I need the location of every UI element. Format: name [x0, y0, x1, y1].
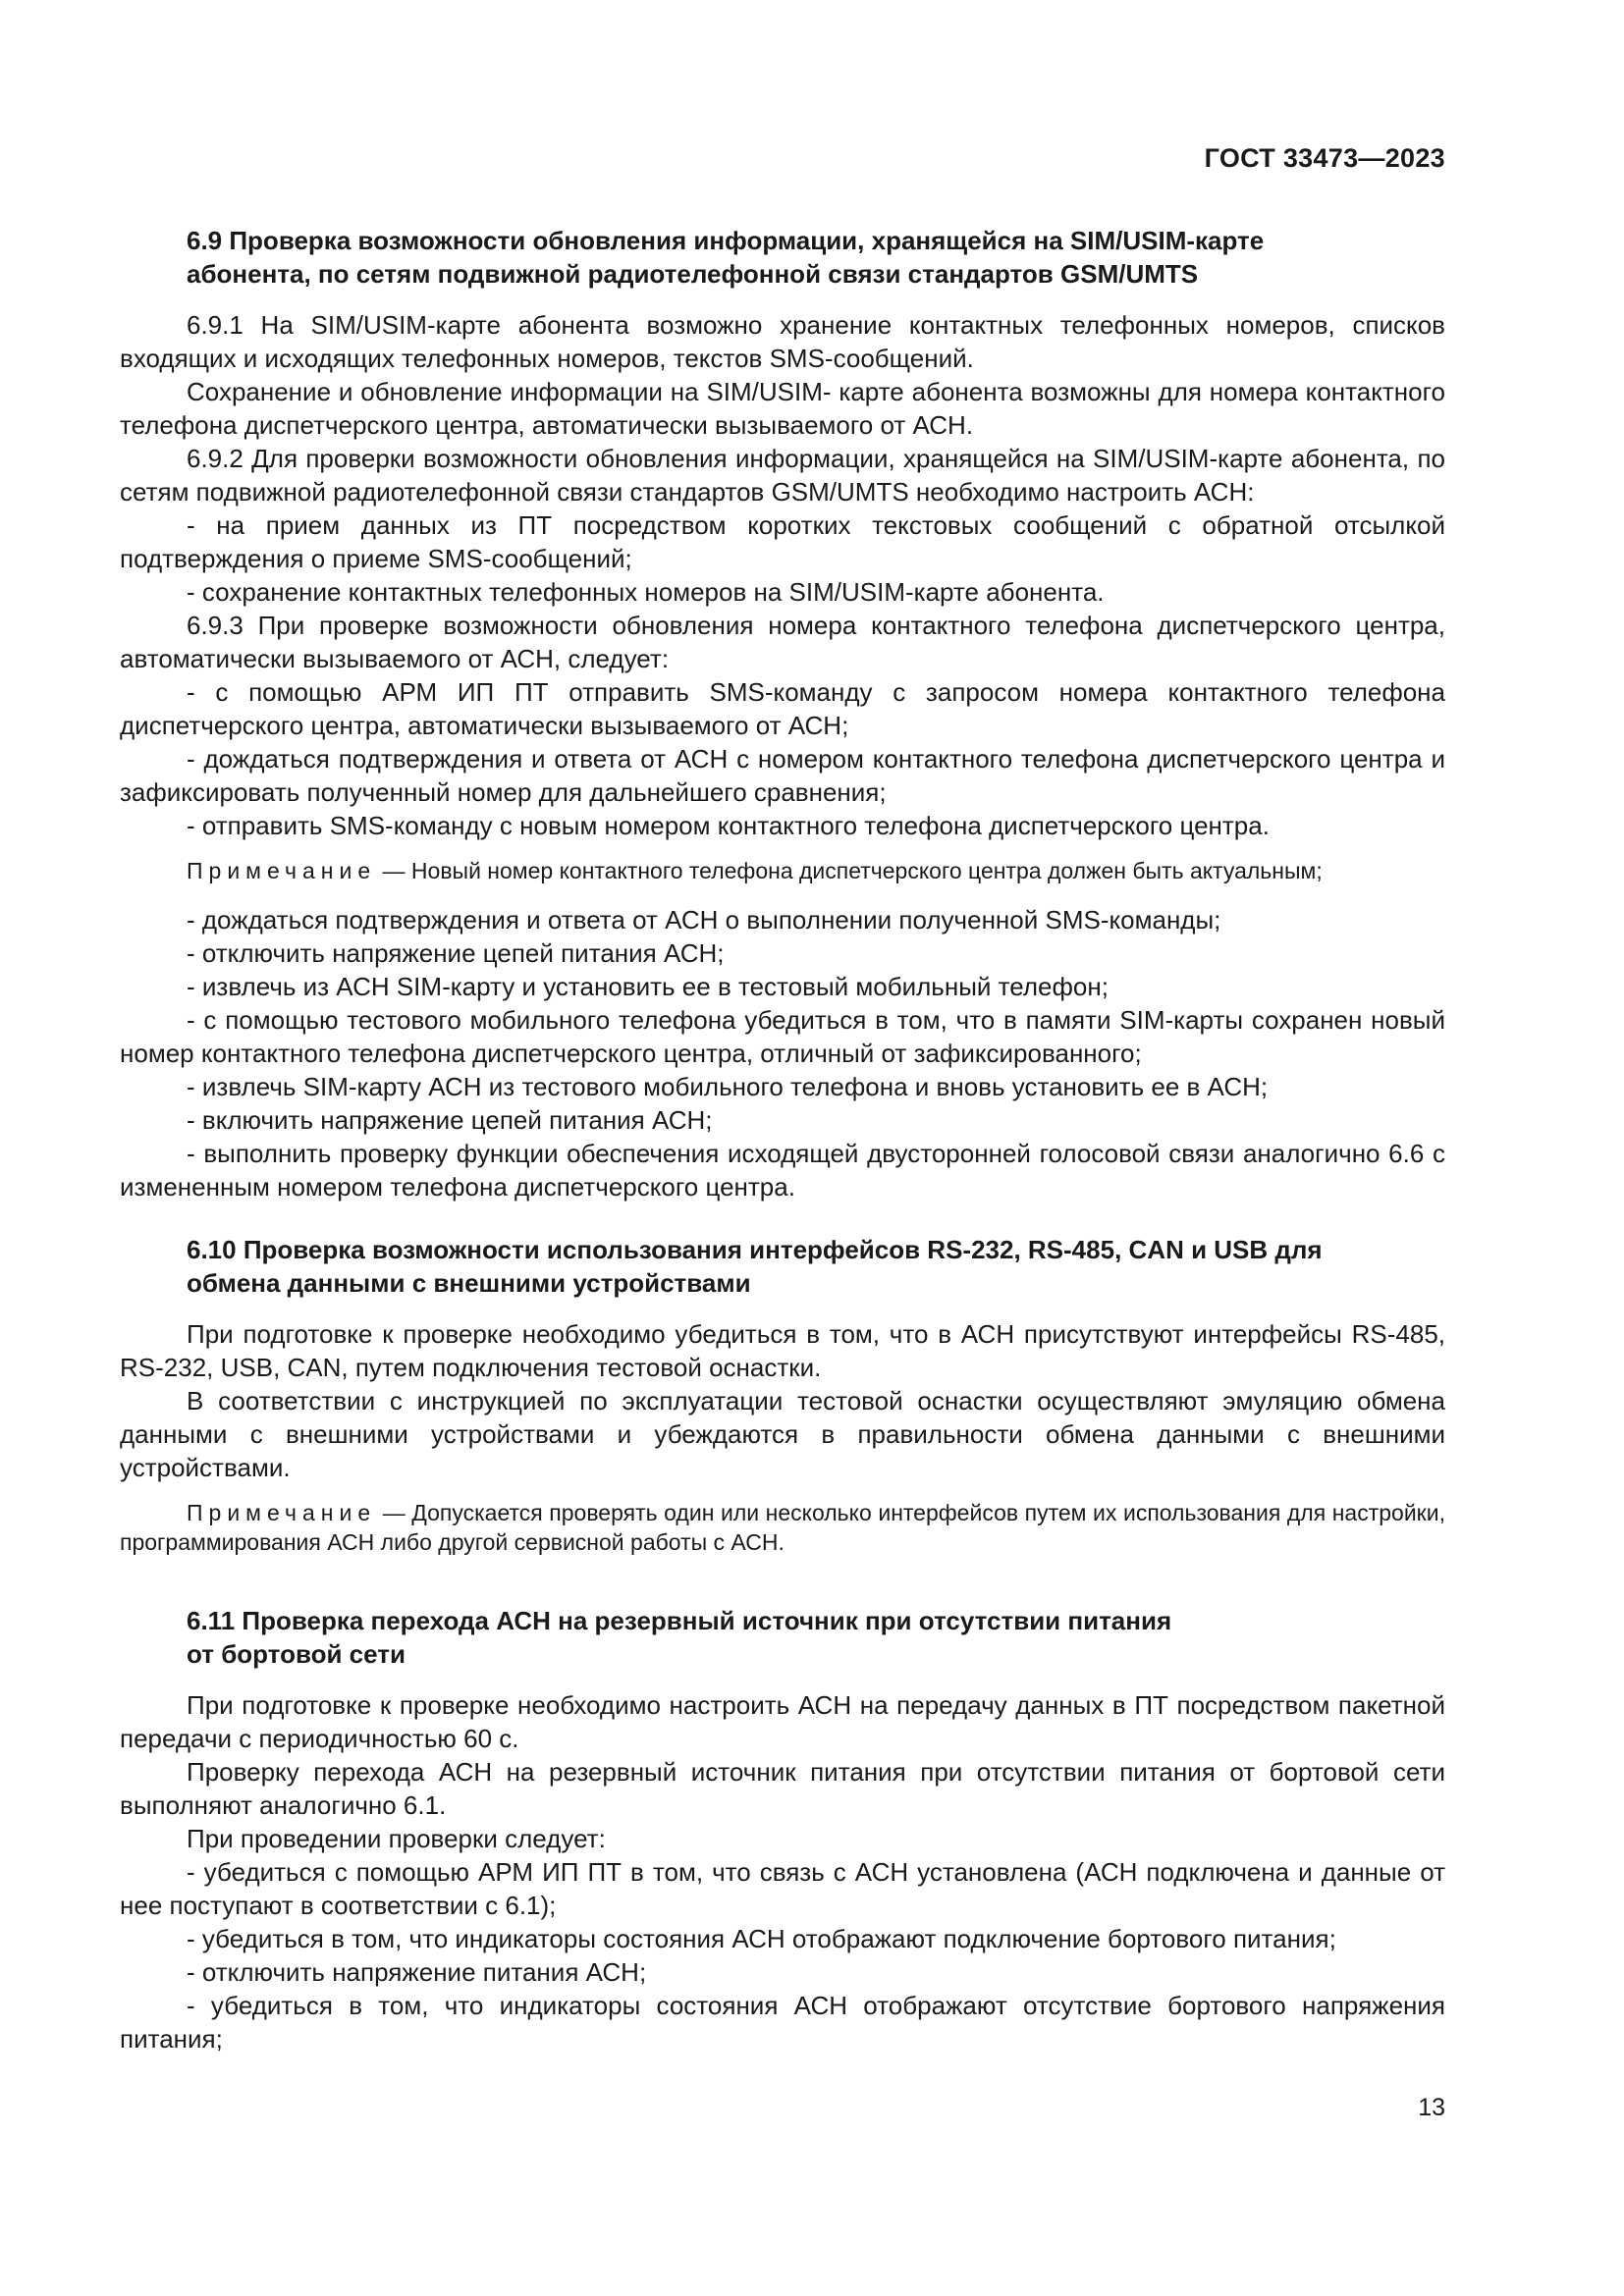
- note-paragraph: [120, 1498, 1445, 1557]
- note-text: — Новый номер контактного телефона диспетчерского центра должен быть актуальным;: [376, 858, 1323, 883]
- section-gap: [120, 1575, 1445, 1604]
- body-paragraph: Сохранение и обновление информации на SIM/USIM- карте абонента возможны для номера контактного телефона диспетчерского центра, автоматически вызываемого от АСН.: [120, 377, 1445, 440]
- body-paragraph: При подготовке к проверке необходимо убедиться в том, что в АСН присутствуют интерфейсы RS-485, RS-232, USB, CAN, путем подключения тестовой оснастки.: [120, 1319, 1445, 1382]
- body-paragraph: 6.9.1 На SIM/USIM-карте абонента возможно хранение контактных телефонных номеров, списков входящих и исходящих телефонных номеров, текстов SMS-сообщений.: [120, 310, 1445, 373]
- section-heading-line: 6.11 Проверка перехода АСН на резервный источник при отсутствии питания: [187, 1606, 1172, 1635]
- section-heading: [120, 1604, 1445, 1671]
- section-gap: [120, 1203, 1445, 1233]
- body-paragraph: В соответствии с инструкцией по эксплуатации тестовой оснастки осуществляют эмуляцию обмена данными с внешними устройствами и убеждаются в правильности обмена данными с внешними устройствами.: [120, 1386, 1445, 1482]
- list-item: - убедиться с помощью АРМ ИП ПТ в том, что связь с АСН установлена (АСН подключена и данные от нее поступают в соответствии с 6.1);: [120, 1857, 1445, 1920]
- body-paragraph: 6.9.3 При проверке возможности обновления номера контактного телефона диспетчерского центра, автоматически вызываемого от АСН, следует:: [120, 611, 1445, 673]
- list-item: - извлечь из АСН SIM-карту и установить ее в тестовый мобильный телефон;: [187, 972, 1109, 1001]
- section-heading-line: 6.10 Проверка возможности использования интерфейсов RS-232, RS-485, CAN и USB для: [187, 1235, 1323, 1264]
- document-body: [120, 224, 1445, 2056]
- list-item: - включить напряжение цепей питания АСН;: [187, 1105, 713, 1135]
- body-paragraph: При проведении проверки следует:: [187, 1824, 606, 1853]
- list-item: - сохранение контактных телефонных номеров на SIM/USIM-карте абонента.: [187, 577, 1105, 607]
- list-item: - отключить напряжение цепей питания АСН;: [187, 938, 725, 968]
- note-label: Примечание: [187, 1500, 377, 1525]
- note-label: Примечание: [187, 858, 377, 883]
- section-heading-line: абонента, по сетям подвижной радиотелефонной связи стандартов GSM/UMTS: [187, 259, 1199, 289]
- list-item: - убедиться в том, что индикаторы состояния АСН отображают отсутствие бортового напряжения питания;: [120, 1991, 1445, 2054]
- list-item: - отключить напряжение питания АСН;: [187, 1957, 647, 1987]
- list-item: - на прием данных из ПТ посредством коротких текстовых сообщений с обратной отсылкой подтверждения о приеме SMS-сообщений;: [120, 510, 1445, 573]
- list-item: - дождаться подтверждения и ответа от АСН о выполнении полученной SMS-команды;: [187, 905, 1221, 934]
- list-item: - убедиться в том, что индикаторы состояния АСН отображают подключение бортового питания;: [187, 1924, 1336, 1953]
- body-paragraph: Проверку перехода АСН на резервный источник питания при отсутствии питания от бортовой сети выполняют аналогично 6.1.: [120, 1757, 1445, 1820]
- list-item: - извлечь SIM-карту АСН из тестового мобильного телефона и вновь установить ее в АСН;: [187, 1072, 1269, 1101]
- body-paragraph: 6.9.2 Для проверки возможности обновления информации, хранящейся на SIM/USIM-карте абонента, по сетям подвижной радиотелефонной связи стандартов GSM/UMTS необходимо настроить АСН:: [120, 444, 1445, 507]
- section-heading-line: 6.9 Проверка возможности обновления информации, хранящейся на SIM/USIM-карте: [187, 226, 1265, 255]
- section-heading-line: обмена данными с внешними устройствами: [187, 1268, 751, 1298]
- note-text: — Допускается проверять один или несколько интерфейсов путем их использования для настройки, программирования АСН либо другой сервисной работы с АСН.: [120, 1500, 1445, 1555]
- list-item: - с помощью тестового мобильного телефона убедиться в том, что в памяти SIM-карты сохранен новый номер контактного телефона диспетчерского центра, отличный от зафиксированного;: [120, 1005, 1445, 1068]
- list-item: - выполнить проверку функции обеспечения исходящей двусторонней голосовой связи аналогично 6.6 с измененным номером телефона диспетчерского центра.: [120, 1139, 1445, 1201]
- section-heading-line: от бортовой сети: [187, 1639, 406, 1669]
- document-code-header: ГОСТ 33473—2023: [1204, 143, 1445, 173]
- body-paragraph: При подготовке к проверке необходимо настроить АСН на передачу данных в ПТ посредством пакетной передачи с периодичностью 60 с.: [120, 1690, 1445, 1753]
- document-page: [120, 0, 1445, 2296]
- list-item: - дождаться подтверждения и ответа от АСН с номером контактного телефона диспетчерского центра и зафиксировать полученный номер для дальнейшего сравнения;: [120, 744, 1445, 807]
- section-heading: [120, 1233, 1445, 1300]
- list-item: - отправить SMS-команду с новым номером контактного телефона диспетчерского центра.: [187, 811, 1270, 840]
- section-heading: [120, 224, 1445, 291]
- note-paragraph: [120, 856, 1445, 885]
- list-item: - с помощью АРМ ИП ПТ отправить SMS-команду с запросом номера контактного телефона диспетчерского центра, автоматически вызываемого от АСН;: [120, 677, 1445, 740]
- page-number: 13: [1418, 2094, 1445, 2121]
